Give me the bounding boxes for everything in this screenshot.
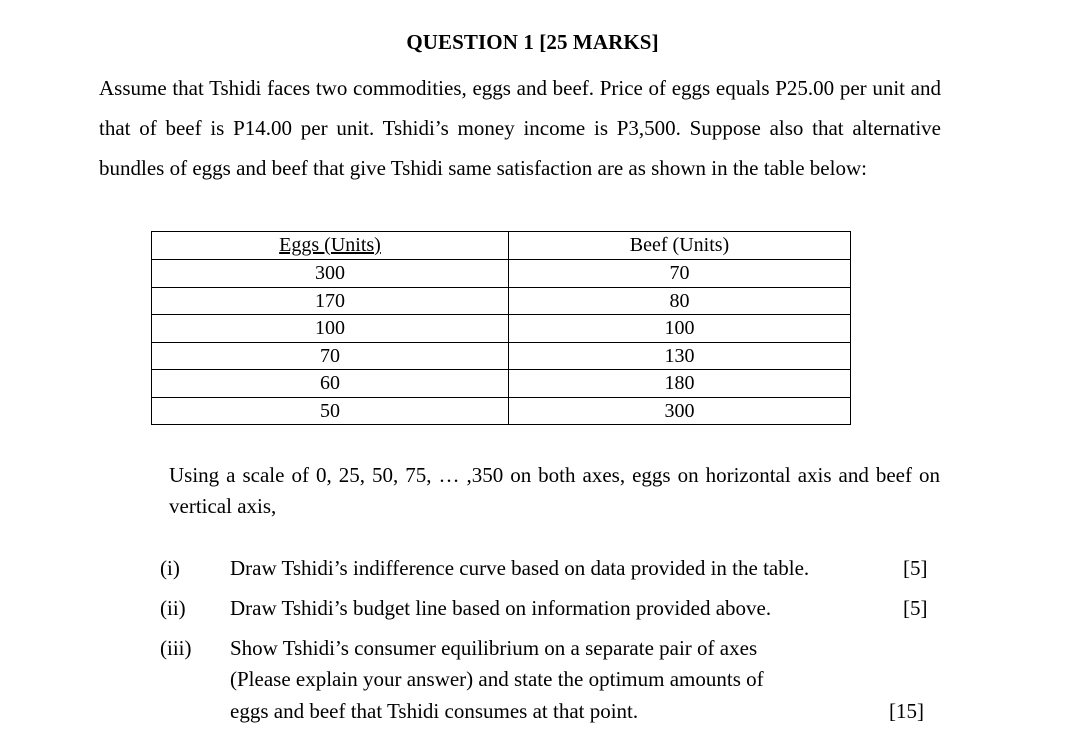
eggs-cell: 70 — [152, 342, 509, 370]
question-marks: [15] — [889, 699, 924, 723]
beef-cell: 100 — [509, 315, 851, 343]
question-marks: [5] — [903, 556, 928, 580]
table-row — [152, 260, 851, 288]
eggs-cell: 50 — [152, 397, 509, 425]
beef-cell: 70 — [509, 260, 851, 288]
question-number: (ii) — [160, 596, 186, 620]
beef-cell: 180 — [509, 370, 851, 398]
question-text-line: (Please explain your answer) and state the optimum amounts of — [230, 667, 764, 691]
table-header-row — [152, 232, 851, 260]
beef-cell: 300 — [509, 397, 851, 425]
instruction-paragraph: Using a scale of 0, 25, 50, 75, … ,350 on both axes, eggs on horizontal axis and beef on vertical axis, — [169, 463, 940, 518]
question-text-line: eggs and beef that Tshidi consumes at that point. — [230, 699, 639, 723]
eggs-cell: 60 — [152, 370, 509, 398]
table-row — [152, 315, 851, 343]
beef-header: Beef (Units) — [509, 232, 851, 260]
table-row — [152, 370, 851, 398]
table-row — [152, 397, 851, 425]
question-number: (i) — [160, 556, 180, 580]
eggs-header: Eggs (Units) — [152, 232, 509, 260]
bundles-table — [151, 231, 851, 425]
question-text-line: Show Tshidi’s consumer equilibrium on a separate pair of axes — [230, 636, 758, 660]
table-row — [152, 287, 851, 315]
eggs-cell: 100 — [152, 315, 509, 343]
question-item-iii — [160, 633, 940, 726]
intro-text: Assume that Tshidi faces two commodities, eggs and beef. Price of eggs equals P25.00 per unit and that of beef is P14.00 per unit. Tshidi’s money income is P3,500. Suppose also that alternative bundles of eggs and beef that give Tshidi same satisfaction are as shown in the table below: — [99, 76, 941, 180]
question-text: Draw Tshidi’s indifference curve based on data provided in the table. — [230, 556, 810, 580]
question-item-ii — [160, 593, 940, 624]
eggs-cell: 170 — [152, 287, 509, 315]
beef-cell: 130 — [509, 342, 851, 370]
table-row — [152, 342, 851, 370]
question-item-i — [160, 553, 940, 584]
intro-paragraph — [99, 68, 941, 188]
beef-cell: 80 — [509, 287, 851, 315]
question-title: QUESTION 1 [25 MARKS] — [406, 30, 659, 54]
question-text: Draw Tshidi’s budget line based on information provided above. — [230, 596, 772, 620]
eggs-cell: 300 — [152, 260, 509, 288]
question-number: (iii) — [160, 636, 192, 660]
question-marks: [5] — [903, 596, 928, 620]
